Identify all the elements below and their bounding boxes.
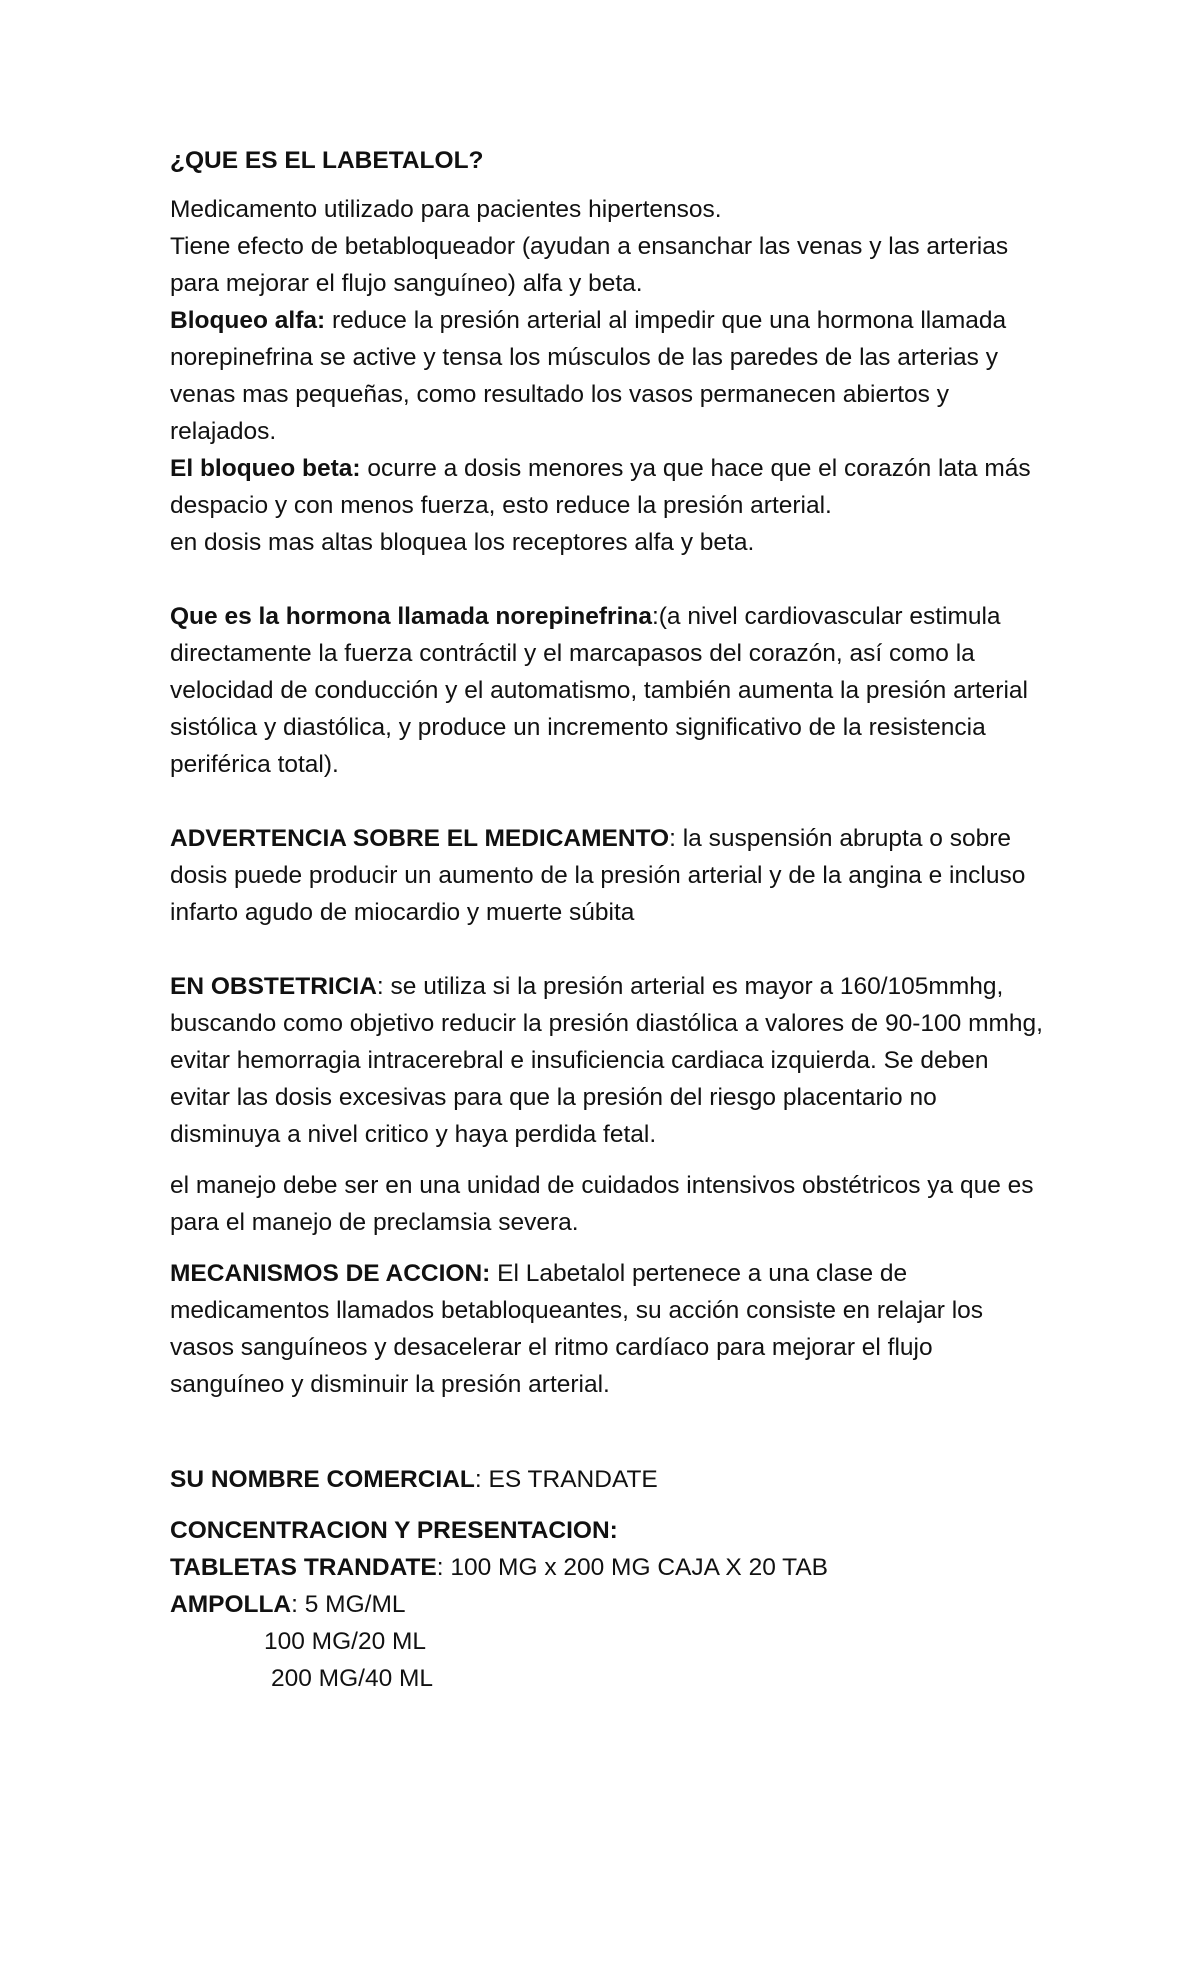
- concentracion-section: [170, 1512, 1050, 1697]
- norepinefrina-paragraph: [170, 598, 1050, 783]
- mecanismos-text: El Labetalol pertenece a una clase de medicamentos llamados betabloqueantes, su acción consiste en relajar los vasos sanguíneos y desacelerar el ritmo cardíaco para mejorar el flujo sanguíneo y disminuir la presión arterial.: [170, 1260, 984, 1398]
- mecanismos-label: MECANISMOS DE ACCION:: [170, 1260, 491, 1287]
- mecanismos-paragraph: [170, 1255, 1050, 1403]
- obstetricia-text: : se utiliza si la presión arterial es mayor a 160/105mmhg, buscando como objetivo reducir la presión diastólica a valores de 90-100 mmhg, evitar hemorragia intracerebral e insuficiencia cardiaca izquierda. Se deben evitar las dosis excesivas para que la presión del riesgo placentario no disminuya a nivel critico y haya perdida fetal.: [170, 973, 1043, 1148]
- obstetricia-paragraph: [170, 968, 1050, 1153]
- ampolla-line-3: 200 MG/40 ML: [271, 1665, 434, 1692]
- obstetricia-label: EN OBSTETRICIA: [170, 973, 377, 1000]
- norepinefrina-text: :(a nivel cardiovascular estimula directamente la fuerza contráctil y el marcapasos del corazón, así como la velocidad de conducción y el automatismo, también aumenta la presión arterial sistólica y diastólica, y produce un incremento significativo de la resistencia periférica total).: [170, 603, 1028, 778]
- comercial-label: SU NOMBRE COMERCIAL: [170, 1466, 475, 1493]
- dosis-line: en dosis mas altas bloquea los receptores alfa y beta.: [170, 529, 755, 556]
- intro-section: [170, 191, 1050, 561]
- beta-label: El bloqueo beta:: [170, 455, 361, 482]
- tabletas-text: : 100 MG x 200 MG CAJA X 20 TAB: [436, 1554, 829, 1581]
- concentracion-heading: CONCENTRACION Y PRESENTACION:: [170, 1517, 618, 1544]
- document-body: [170, 142, 1050, 1697]
- beta-paragraph: [170, 450, 1050, 524]
- alfa-label: Bloqueo alfa:: [170, 307, 326, 334]
- ampolla-text: : 5 MG/ML: [291, 1591, 406, 1618]
- alfa-text: reduce la presión arterial al impedir que una hormona llamada norepinefrina se active y tensa los músculos de las paredes de las arterias y venas mas pequeñas, como resultado los vasos permanecen abiertos y relajados.: [170, 307, 1007, 445]
- beta-text: ocurre a dosis menores ya que hace que el corazón lata más despacio y con menos fuerza, esto reduce la presión arterial.: [170, 455, 1031, 519]
- norepinefrina-label: Que es la hormona llamada norepinefrina: [170, 603, 652, 630]
- advertencia-label: ADVERTENCIA SOBRE EL MEDICAMENTO: [170, 825, 670, 852]
- alfa-paragraph: [170, 302, 1050, 450]
- ampolla-line-2: 100 MG/20 ML: [264, 1628, 427, 1655]
- tabletas-line: [170, 1549, 1050, 1586]
- document-title: ¿QUE ES EL LABETALOL?: [170, 147, 484, 174]
- intro-line-1: Medicamento utilizado para pacientes hipertensos.: [170, 196, 722, 223]
- comercial-paragraph: [170, 1461, 1050, 1498]
- advertencia-paragraph: [170, 820, 1050, 931]
- advertencia-text: : la suspensión abrupta o sobre dosis puede producir un aumento de la presión arterial y de la angina e incluso infarto agudo de miocardio y muerte súbita: [170, 825, 1026, 926]
- manejo-paragraph: el manejo debe ser en una unidad de cuidados intensivos obstétricos ya que es para el manejo de preclamsia severa.: [170, 1172, 1034, 1236]
- tabletas-label: TABLETAS TRANDATE: [170, 1554, 437, 1581]
- ampolla-line: [170, 1586, 1050, 1623]
- comercial-text: : ES TRANDATE: [474, 1466, 658, 1493]
- ampolla-label: AMPOLLA: [170, 1591, 292, 1618]
- intro-line-2: Tiene efecto de betabloqueador (ayudan a ensanchar las venas y las arterias para mejorar el flujo sanguíneo) alfa y beta.: [170, 233, 1009, 297]
